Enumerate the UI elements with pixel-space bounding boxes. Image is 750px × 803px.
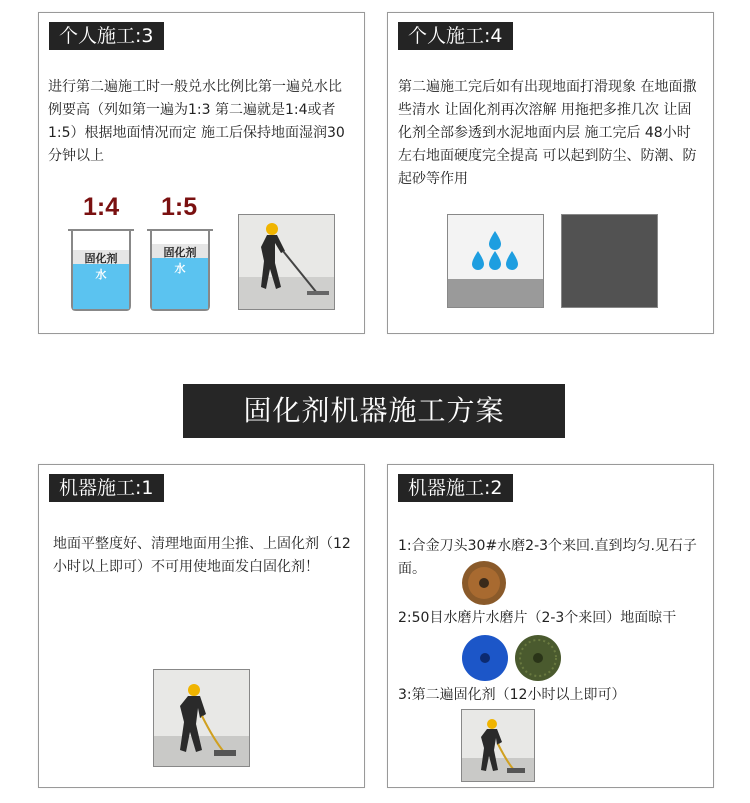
concrete-floor-photo: [561, 214, 658, 308]
card-machine-1: [38, 464, 365, 788]
beaker-illustration: [64, 226, 138, 312]
water-drop-icon: [448, 215, 543, 307]
beaker-illustration: [143, 226, 217, 312]
beaker-water-label: 水: [95, 268, 107, 281]
card-personal-3: [38, 12, 365, 334]
card-tag: 个人施工:4: [398, 22, 513, 50]
card-tag: 机器施工:1: [49, 474, 164, 502]
diamond-cutter-disc: [461, 560, 507, 606]
step-2-text: 2:50目水磨片水磨片（2-3个来回）地面晾干: [398, 610, 677, 626]
water-drops-floor-photo: [447, 214, 544, 308]
card-personal-4: [387, 12, 714, 334]
card-tag: 个人施工:3: [49, 22, 164, 50]
ratio-label: 1:4: [83, 193, 120, 221]
worker-icon: [239, 215, 334, 309]
worker-machine-photo: [153, 669, 250, 767]
card-tag: 机器施工:2: [398, 474, 513, 502]
beaker-water-label: 水: [174, 262, 186, 275]
cutter-disc-icon: [461, 560, 507, 606]
worker-icon: [154, 670, 249, 766]
ratio-label: 1:5: [161, 193, 198, 221]
step-3-text: 3:第二遍固化剂（12小时以上即可）: [398, 687, 626, 703]
polishing-pad-icon: [461, 634, 509, 682]
card-text: 地面平整度好、清理地面用尘推、上固化剂（12小时以上即可）不可用使地面发白固化剂！: [53, 536, 351, 575]
green-polishing-pad: [514, 634, 562, 682]
blue-polishing-pad: [461, 634, 509, 682]
worker-icon: [462, 710, 534, 781]
step-1-text: 1:合金刀头30#水磨2-3个来回.直到均匀.见石子面。: [398, 538, 697, 577]
beaker-top-label: 固化剂: [163, 246, 197, 259]
card-text: 进行第二遍施工时一般兑水比例比第一遍兑水比例要高（列如第一遍为1:3 第二遍就是1:4或者1:5）根据地面情况而定 施工后保持地面湿润30分钟以上: [48, 79, 345, 164]
worker-machine-photo: [461, 709, 535, 782]
card-text: 第二遍施工完后如有出现地面打滑现象 在地面撒些清水 让固化剂再次溶解 用拖把多推几次 让固化剂全部参透到水泥地面内层 施工完后 48小时左右地面硬度完全提高 可以起到防尘、防潮、防起砂等作用: [398, 79, 697, 187]
section-banner: 固化剂机器施工方案: [183, 384, 565, 438]
worker-mopping-photo: [238, 214, 335, 310]
polishing-pad-icon: [514, 634, 562, 682]
beaker-top-label: 固化剂: [84, 252, 118, 265]
card-machine-2: [387, 464, 714, 788]
